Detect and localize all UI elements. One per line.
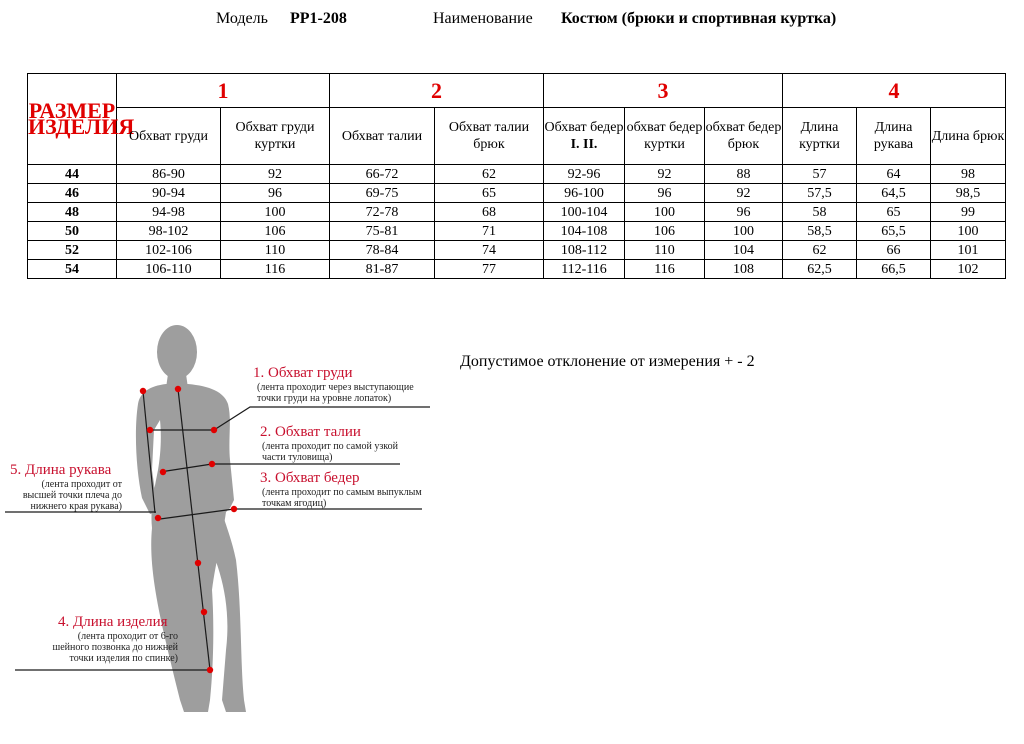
- table-cell: 62: [435, 165, 544, 184]
- table-cell: 110: [221, 241, 330, 260]
- table-cell: 71: [435, 222, 544, 241]
- size-cell: 54: [28, 260, 117, 279]
- size-cell: 46: [28, 184, 117, 203]
- table-cell: 96: [705, 203, 783, 222]
- label-note: (лента проходит через выступающие: [257, 382, 414, 393]
- table-cell: 100: [221, 203, 330, 222]
- table-cell: 96-100: [544, 184, 625, 203]
- table-cell: 99: [931, 203, 1006, 222]
- model-value: PP1-208: [290, 10, 347, 27]
- table-cell: 62: [783, 241, 857, 260]
- col-header: обхват бедер брюк: [705, 108, 783, 165]
- table-cell: 64,5: [857, 184, 931, 203]
- table-cell: 57: [783, 165, 857, 184]
- table-cell: 88: [705, 165, 783, 184]
- label-note: (лента проходит от: [41, 479, 122, 490]
- table-cell: 106-110: [117, 260, 221, 279]
- tolerance-note: Допустимое отклонение от измерения + - 2: [460, 353, 755, 370]
- name-value: Костюм (брюки и спортивная куртка): [561, 10, 837, 27]
- table-cell: 65: [857, 203, 931, 222]
- table-cell: 57,5: [783, 184, 857, 203]
- table-cell: 74: [435, 241, 544, 260]
- table-cell: 62,5: [783, 260, 857, 279]
- label-title: 1. Обхват груди: [253, 365, 353, 381]
- col-header: обхват бедер куртки: [625, 108, 705, 165]
- label-note: точки груди на уровне лопаток): [257, 393, 392, 404]
- table-cell: 58,5: [783, 222, 857, 241]
- label-title: 2. Обхват талии: [260, 424, 361, 440]
- table-cell: 66: [857, 241, 931, 260]
- table-cell: 92-96: [544, 165, 625, 184]
- table-cell: 116: [221, 260, 330, 279]
- table-cell: 96: [625, 184, 705, 203]
- table-cell: 69-75: [330, 184, 435, 203]
- group-3: 3: [544, 74, 783, 108]
- table-cell: 58: [783, 203, 857, 222]
- table-cell: 68: [435, 203, 544, 222]
- size-cell: 48: [28, 203, 117, 222]
- table-cell: 106: [625, 222, 705, 241]
- table-cell: 101: [931, 241, 1006, 260]
- label-note: части туловища): [262, 452, 333, 463]
- table-cell: 72-78: [330, 203, 435, 222]
- col-header: Обхват талии: [330, 108, 435, 165]
- table-cell: 98-102: [117, 222, 221, 241]
- model-label: Модель: [216, 10, 268, 27]
- label-title: 3. Обхват бедер: [260, 470, 360, 486]
- table-cell: 104: [705, 241, 783, 260]
- table-cell: 81-87: [330, 260, 435, 279]
- label-note: (лента проходит от 6-го: [77, 631, 178, 642]
- table-cell: 116: [625, 260, 705, 279]
- table-cell: 100-104: [544, 203, 625, 222]
- group-2: 2: [330, 74, 544, 108]
- col-header: Длина куртки: [783, 108, 857, 165]
- label-note: шейного позвонка до нижней: [52, 642, 178, 653]
- table-cell: 65,5: [857, 222, 931, 241]
- table-cell: 98: [931, 165, 1006, 184]
- label-title: 4. Длина изделия: [58, 614, 168, 630]
- col-header: Обхват груди: [117, 108, 221, 165]
- table-cell: 64: [857, 165, 931, 184]
- table-cell: 102-106: [117, 241, 221, 260]
- table-cell: 65: [435, 184, 544, 203]
- size-cell: 52: [28, 241, 117, 260]
- label-note: точкам ягодиц): [262, 498, 327, 509]
- table-cell: 112-116: [544, 260, 625, 279]
- label-waist: [260, 424, 399, 463]
- table-cell: 108-112: [544, 241, 625, 260]
- table-cell: 77: [435, 260, 544, 279]
- size-cell: 50: [28, 222, 117, 241]
- table-cell: 90-94: [117, 184, 221, 203]
- col-header: Длина брюк: [931, 108, 1006, 165]
- table-cell: 110: [625, 241, 705, 260]
- group-4: 4: [783, 74, 1006, 108]
- table-cell: 100: [705, 222, 783, 241]
- table-cell: 108: [705, 260, 783, 279]
- label-note: (лента проходит по самым выпуклым: [262, 487, 422, 498]
- label-note: (лента проходит по самой узкой: [262, 441, 398, 452]
- label-chest: [253, 365, 414, 404]
- table-cell: 86-90: [117, 165, 221, 184]
- table-cell: 92: [625, 165, 705, 184]
- label-hips: [260, 470, 422, 509]
- table-cell: 100: [931, 222, 1006, 241]
- table-cell: 102: [931, 260, 1006, 279]
- table-cell: 66,5: [857, 260, 931, 279]
- table-cell: 78-84: [330, 241, 435, 260]
- group-1: 1: [117, 74, 330, 108]
- table-cell: 92: [221, 165, 330, 184]
- col-header-suffix: I. II.: [570, 137, 598, 152]
- table-cell: 98,5: [931, 184, 1006, 203]
- col-header: Длина рукава: [857, 108, 931, 165]
- table-cell: 104-108: [544, 222, 625, 241]
- size-header: РАЗМЕР ИЗДЕЛИЯ: [28, 74, 117, 165]
- label-note: высшей точки плеча до: [22, 490, 122, 501]
- size-cell: 44: [28, 165, 117, 184]
- label-note: точки изделия по спинке): [69, 653, 178, 664]
- table-cell: 100: [625, 203, 705, 222]
- col-header-text: Обхват бедер: [544, 120, 624, 135]
- label-garment-length: [53, 614, 179, 664]
- col-header: Обхват груди куртки: [221, 108, 330, 165]
- col-header: Обхват талии брюк: [435, 108, 544, 165]
- label-sleeve-length: [10, 462, 123, 512]
- table-cell: 94-98: [117, 203, 221, 222]
- table-cell: 96: [221, 184, 330, 203]
- table-cell: 92: [705, 184, 783, 203]
- label-note: нижнего края рукава): [30, 501, 122, 512]
- name-label: Наименование: [433, 10, 533, 27]
- table-cell: 106: [221, 222, 330, 241]
- label-title: 5. Длина рукава: [10, 462, 112, 478]
- table-cell: 75-81: [330, 222, 435, 241]
- table-cell: 66-72: [330, 165, 435, 184]
